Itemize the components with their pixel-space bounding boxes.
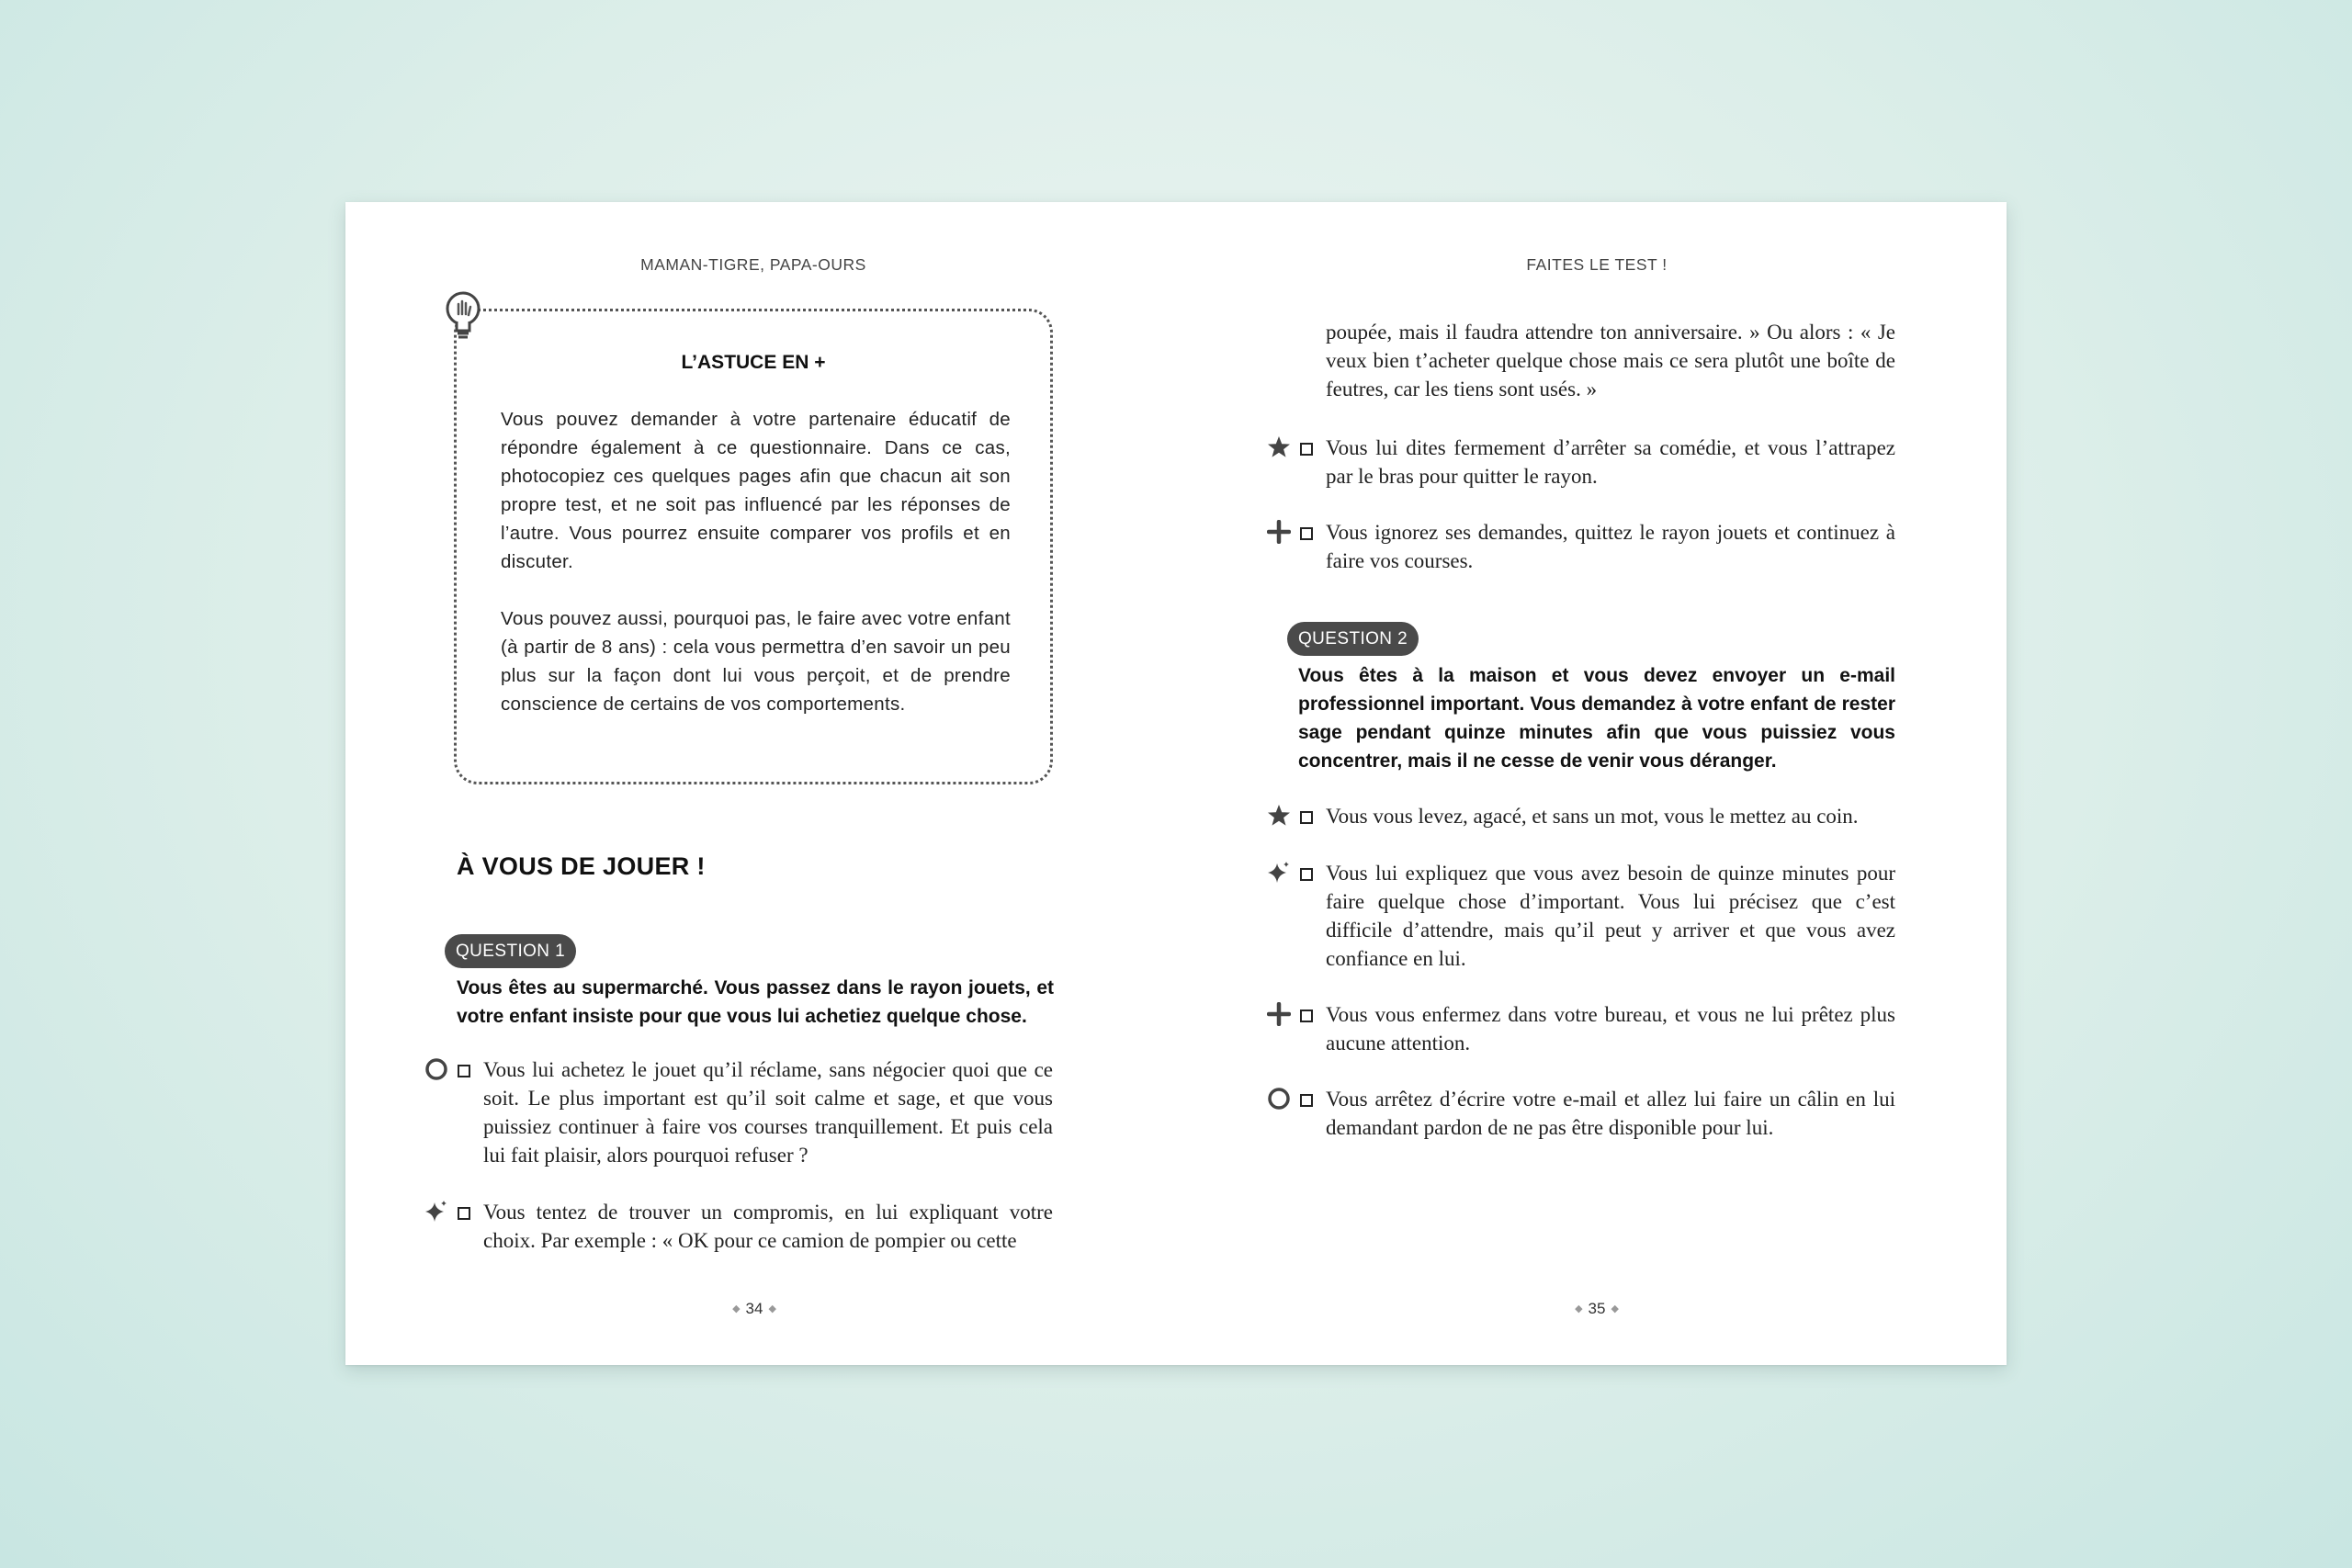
answer-text: Vous lui dites fermement d’arrêter sa comédie, et vous l’attrapez par le bras pour quitter le rayon. bbox=[1326, 436, 1895, 488]
continuation-text: poupée, mais il faudra attendre ton anniversaire. » Ou alors : « Je veux bien t’acheter quelque chose mais ce sera plutôt une boîte de feutres, car les tiens sont usés. » bbox=[1326, 321, 1895, 400]
star-icon bbox=[1267, 804, 1291, 828]
right-running-head: FAITES LE TEST ! bbox=[1526, 255, 1668, 274]
answer-text: Vous vous enfermez dans votre bureau, et vous ne lui prêtez plus aucune attention. bbox=[1326, 1003, 1895, 1055]
question-1-text: Vous êtes au supermarché. Vous passez dans le rayon jouets, et votre enfant insiste pour que vous lui achetiez quelque chose. bbox=[457, 977, 1054, 1027]
answer-checkbox[interactable] bbox=[1300, 1010, 1313, 1022]
folio-ornament: ◆ bbox=[732, 1303, 741, 1314]
answer-checkbox[interactable] bbox=[1300, 527, 1313, 540]
answer-text: Vous lui expliquez que vous avez besoin de quinze minutes pour faire quelque chose d’important. Vous lui précisez que c’est difficile d’attendre, mais qu’il peut y arriver et que vous avez confiance en lui. bbox=[1326, 862, 1895, 970]
answer-checkbox[interactable] bbox=[1300, 1094, 1313, 1107]
left-folio bbox=[616, 1300, 892, 1318]
folio-ornament: ◆ bbox=[1575, 1303, 1583, 1314]
lightbulb-icon bbox=[443, 290, 487, 345]
tip-paragraph: Vous pouvez demander à votre partenaire éducatif de répondre également à ce questionnaire. Dans ce cas, photocopiez ces quelques pages afin que chacun ait son propre test, et ne soit pas influencé par les réponses de l’autre. Vous pourrez ensuite comparer vos profils et en discuter. bbox=[501, 409, 1011, 572]
cross-icon bbox=[1267, 1002, 1291, 1026]
circle-icon bbox=[424, 1057, 448, 1081]
folio-ornament: ◆ bbox=[768, 1303, 776, 1314]
left-running-head: MAMAN-TIGRE, PAPA-OURS bbox=[640, 255, 866, 274]
page-number: 34 bbox=[745, 1300, 763, 1317]
answer-checkbox[interactable] bbox=[458, 1207, 470, 1220]
answer-checkbox[interactable] bbox=[1300, 868, 1313, 881]
answer-checkbox[interactable] bbox=[1300, 443, 1313, 456]
circle-icon bbox=[1267, 1087, 1291, 1111]
sparkle-icon bbox=[1267, 861, 1291, 885]
book-spread bbox=[345, 202, 2007, 1365]
tip-title: L’ASTUCE EN + bbox=[681, 352, 826, 373]
answer-text: Vous tentez de trouver un compromis, en lui expliquant votre choix. Par exemple : « OK pour ce camion de pompier ou cette bbox=[483, 1201, 1053, 1252]
page-number: 35 bbox=[1588, 1300, 1606, 1317]
folio-ornament: ◆ bbox=[1611, 1303, 1619, 1314]
answer-text: Vous arrêtez d’écrire votre e-mail et allez lui faire un câlin en lui demandant pardon de ne pas être disponible pour lui. bbox=[1326, 1088, 1895, 1139]
answer-text: Vous lui achetez le jouet qu’il réclame, sans négocier quoi que ce soit. Le plus important est qu’il soit calme et sage, et que vous puissiez continuer à faire vos courses tranquillement. Et puis cela lui fait plaisir, alors pourquoi refuser ? bbox=[483, 1058, 1053, 1167]
tip-box bbox=[454, 309, 1053, 784]
answer-text: Vous ignorez ses demandes, quittez le rayon jouets et continuez à faire vos courses. bbox=[1326, 521, 1895, 572]
section-title: À VOUS DE JOUER ! bbox=[457, 852, 706, 880]
tip-body bbox=[501, 405, 1011, 747]
question-2-badge: QUESTION 2 bbox=[1287, 622, 1419, 656]
right-folio bbox=[1459, 1300, 1735, 1318]
tip-paragraph: Vous pouvez aussi, pourquoi pas, le faire avec votre enfant (à partir de 8 ans) : cela vous permettra d’en savoir un peu plus sur la façon dont lui vous perçoit, et de prendre conscience de certains de vos comportements. bbox=[501, 608, 1011, 715]
sparkle-icon bbox=[424, 1200, 448, 1224]
question-1-badge: QUESTION 1 bbox=[445, 934, 576, 968]
cross-icon bbox=[1267, 520, 1291, 544]
answer-checkbox[interactable] bbox=[458, 1065, 470, 1077]
star-icon bbox=[1267, 435, 1291, 459]
answer-checkbox[interactable] bbox=[1300, 811, 1313, 824]
answer-text: Vous vous levez, agacé, et sans un mot, vous le mettez au coin. bbox=[1326, 805, 1859, 828]
question-2-text: Vous êtes à la maison et vous devez envoyer un e-mail professionnel important. Vous demandez à votre enfant de rester sage pendant quinze minutes afin que vous puissiez vous concentrer, mais il ne cesse de venir vous déranger. bbox=[1298, 665, 1895, 772]
